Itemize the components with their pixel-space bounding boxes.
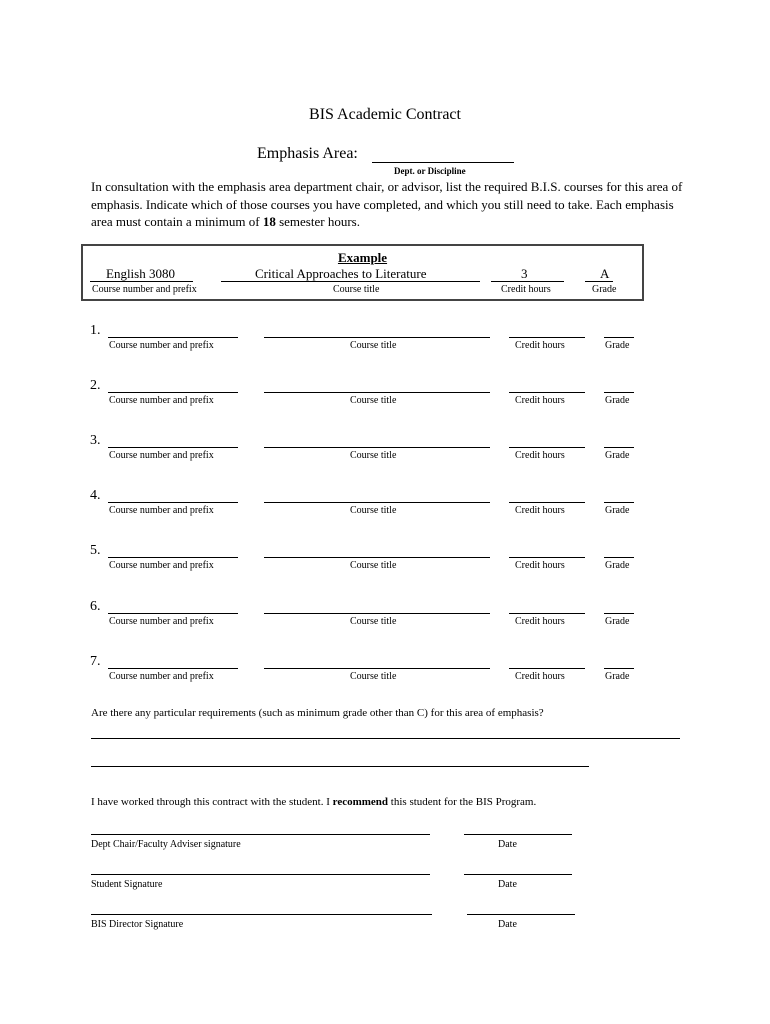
row-2-course-title-caption: Course title — [350, 395, 397, 406]
row-7-course-number-caption: Course number and prefix — [109, 671, 214, 682]
row-3-course-number-field[interactable] — [108, 447, 238, 448]
row-4-grade-caption: Grade — [605, 505, 630, 516]
example-credit-hours-line — [491, 281, 564, 282]
row-3-grade-field[interactable] — [604, 447, 634, 448]
recommendation-text-end: this student for the BIS Program. — [388, 796, 537, 808]
row-2-course-number-caption: Course number and prefix — [109, 395, 214, 406]
row-4-course-number-field[interactable] — [108, 502, 238, 503]
row-2-grade-field[interactable] — [604, 392, 634, 393]
row-1-grade-caption: Grade — [605, 340, 630, 351]
requirements-answer-line-2[interactable] — [91, 766, 589, 767]
row-5-course-number-field[interactable] — [108, 557, 238, 558]
instructions-text: In consultation with the emphasis area department chair, or advisor, list the required B.I.S. courses for this area of emphasis. Indicate which of those courses you have completed, and which you still need to take. Each emphasis area must contain a minimum of — [91, 179, 683, 229]
row-5-grade-field[interactable] — [604, 557, 634, 558]
example-credit-hours: 3 — [521, 266, 528, 281]
row-3-credit-hours-field[interactable] — [509, 447, 585, 448]
example-grade-line — [585, 281, 613, 282]
row-5-credit-hours-field[interactable] — [509, 557, 585, 558]
row-7-course-title-field[interactable] — [264, 668, 490, 669]
dept-chair-date-label: Date — [498, 839, 517, 850]
row-2-grade-caption: Grade — [605, 395, 630, 406]
row-3-course-number-caption: Course number and prefix — [109, 450, 214, 461]
row-1-course-title-field[interactable] — [264, 337, 490, 338]
row-6-grade-caption: Grade — [605, 616, 630, 627]
example-caption-credit-hours: Credit hours — [501, 284, 551, 295]
bis-director-date-line[interactable] — [467, 914, 575, 915]
row-7-number: 7. — [90, 654, 101, 669]
example-caption-course-number: Course number and prefix — [92, 284, 197, 295]
instructions-bold: 18 — [262, 214, 276, 229]
recommendation-bold: recommend — [332, 796, 389, 808]
row-5-course-title-field[interactable] — [264, 557, 490, 558]
example-course-number: English 3080 — [106, 266, 175, 281]
example-course-number-line — [90, 281, 193, 282]
row-6-credit-hours-field[interactable] — [509, 613, 585, 614]
row-4-grade-field[interactable] — [604, 502, 634, 503]
recommendation-statement — [91, 796, 536, 808]
bis-director-signature-line[interactable] — [91, 914, 432, 915]
row-3-course-title-field[interactable] — [264, 447, 490, 448]
requirements-question: Are there any particular requirements (such as minimum grade other than C) for this area of emphasis? — [91, 707, 544, 719]
requirements-answer-line-1[interactable] — [91, 738, 680, 739]
row-4-course-title-caption: Course title — [350, 505, 397, 516]
row-4-credit-hours-caption: Credit hours — [515, 505, 565, 516]
row-1-grade-field[interactable] — [604, 337, 634, 338]
row-2-credit-hours-field[interactable] — [509, 392, 585, 393]
page-title: BIS Academic Contract — [309, 106, 461, 123]
emphasis-area-field[interactable] — [372, 162, 514, 163]
row-2-number: 2. — [90, 378, 101, 393]
row-6-course-number-field[interactable] — [108, 613, 238, 614]
row-4-number: 4. — [90, 488, 101, 503]
student-signature-line[interactable] — [91, 874, 430, 875]
emphasis-area-caption: Dept. or Discipline — [394, 166, 466, 176]
row-7-credit-hours-caption: Credit hours — [515, 671, 565, 682]
row-5-credit-hours-caption: Credit hours — [515, 560, 565, 571]
row-7-course-title-caption: Course title — [350, 671, 397, 682]
row-6-credit-hours-caption: Credit hours — [515, 616, 565, 627]
example-caption-grade: Grade — [592, 284, 617, 295]
row-1-course-title-caption: Course title — [350, 340, 397, 351]
row-7-grade-caption: Grade — [605, 671, 630, 682]
row-2-course-number-field[interactable] — [108, 392, 238, 393]
row-4-course-title-field[interactable] — [264, 502, 490, 503]
row-2-credit-hours-caption: Credit hours — [515, 395, 565, 406]
row-5-course-number-caption: Course number and prefix — [109, 560, 214, 571]
student-signature-label: Student Signature — [91, 879, 163, 890]
row-1-course-number-caption: Course number and prefix — [109, 340, 214, 351]
row-6-grade-field[interactable] — [604, 613, 634, 614]
dept-chair-date-line[interactable] — [464, 834, 572, 835]
row-2-course-title-field[interactable] — [264, 392, 490, 393]
instructions-paragraph — [91, 178, 691, 231]
row-7-course-number-field[interactable] — [108, 668, 238, 669]
student-date-label: Date — [498, 879, 517, 890]
row-1-credit-hours-field[interactable] — [509, 337, 585, 338]
row-3-credit-hours-caption: Credit hours — [515, 450, 565, 461]
row-5-course-title-caption: Course title — [350, 560, 397, 571]
row-6-course-title-caption: Course title — [350, 616, 397, 627]
emphasis-area-label: Emphasis Area: — [257, 145, 358, 162]
row-6-number: 6. — [90, 599, 101, 614]
row-7-credit-hours-field[interactable] — [509, 668, 585, 669]
example-grade: A — [600, 266, 610, 281]
row-5-grade-caption: Grade — [605, 560, 630, 571]
row-5-number: 5. — [90, 543, 101, 558]
bis-director-date-label: Date — [498, 919, 517, 930]
example-course-title: Critical Approaches to Literature — [255, 266, 427, 281]
row-1-number: 1. — [90, 323, 101, 338]
row-3-number: 3. — [90, 433, 101, 448]
student-date-line[interactable] — [464, 874, 572, 875]
example-course-title-line — [221, 281, 480, 282]
dept-chair-signature-line[interactable] — [91, 834, 430, 835]
row-1-course-number-field[interactable] — [108, 337, 238, 338]
recommendation-text: I have worked through this contract with the student. I — [91, 796, 333, 808]
dept-chair-signature-label: Dept Chair/Faculty Adviser signature — [91, 839, 241, 850]
row-1-credit-hours-caption: Credit hours — [515, 340, 565, 351]
bis-director-signature-label: BIS Director Signature — [91, 919, 184, 930]
row-3-grade-caption: Grade — [605, 450, 630, 461]
row-6-course-number-caption: Course number and prefix — [109, 616, 214, 627]
row-6-course-title-field[interactable] — [264, 613, 490, 614]
row-4-course-number-caption: Course number and prefix — [109, 505, 214, 516]
row-7-grade-field[interactable] — [604, 668, 634, 669]
example-caption-course-title: Course title — [333, 284, 380, 295]
instructions-text-end: semester hours. — [275, 214, 360, 229]
example-heading: Example — [337, 250, 388, 265]
row-3-course-title-caption: Course title — [350, 450, 397, 461]
row-4-credit-hours-field[interactable] — [509, 502, 585, 503]
